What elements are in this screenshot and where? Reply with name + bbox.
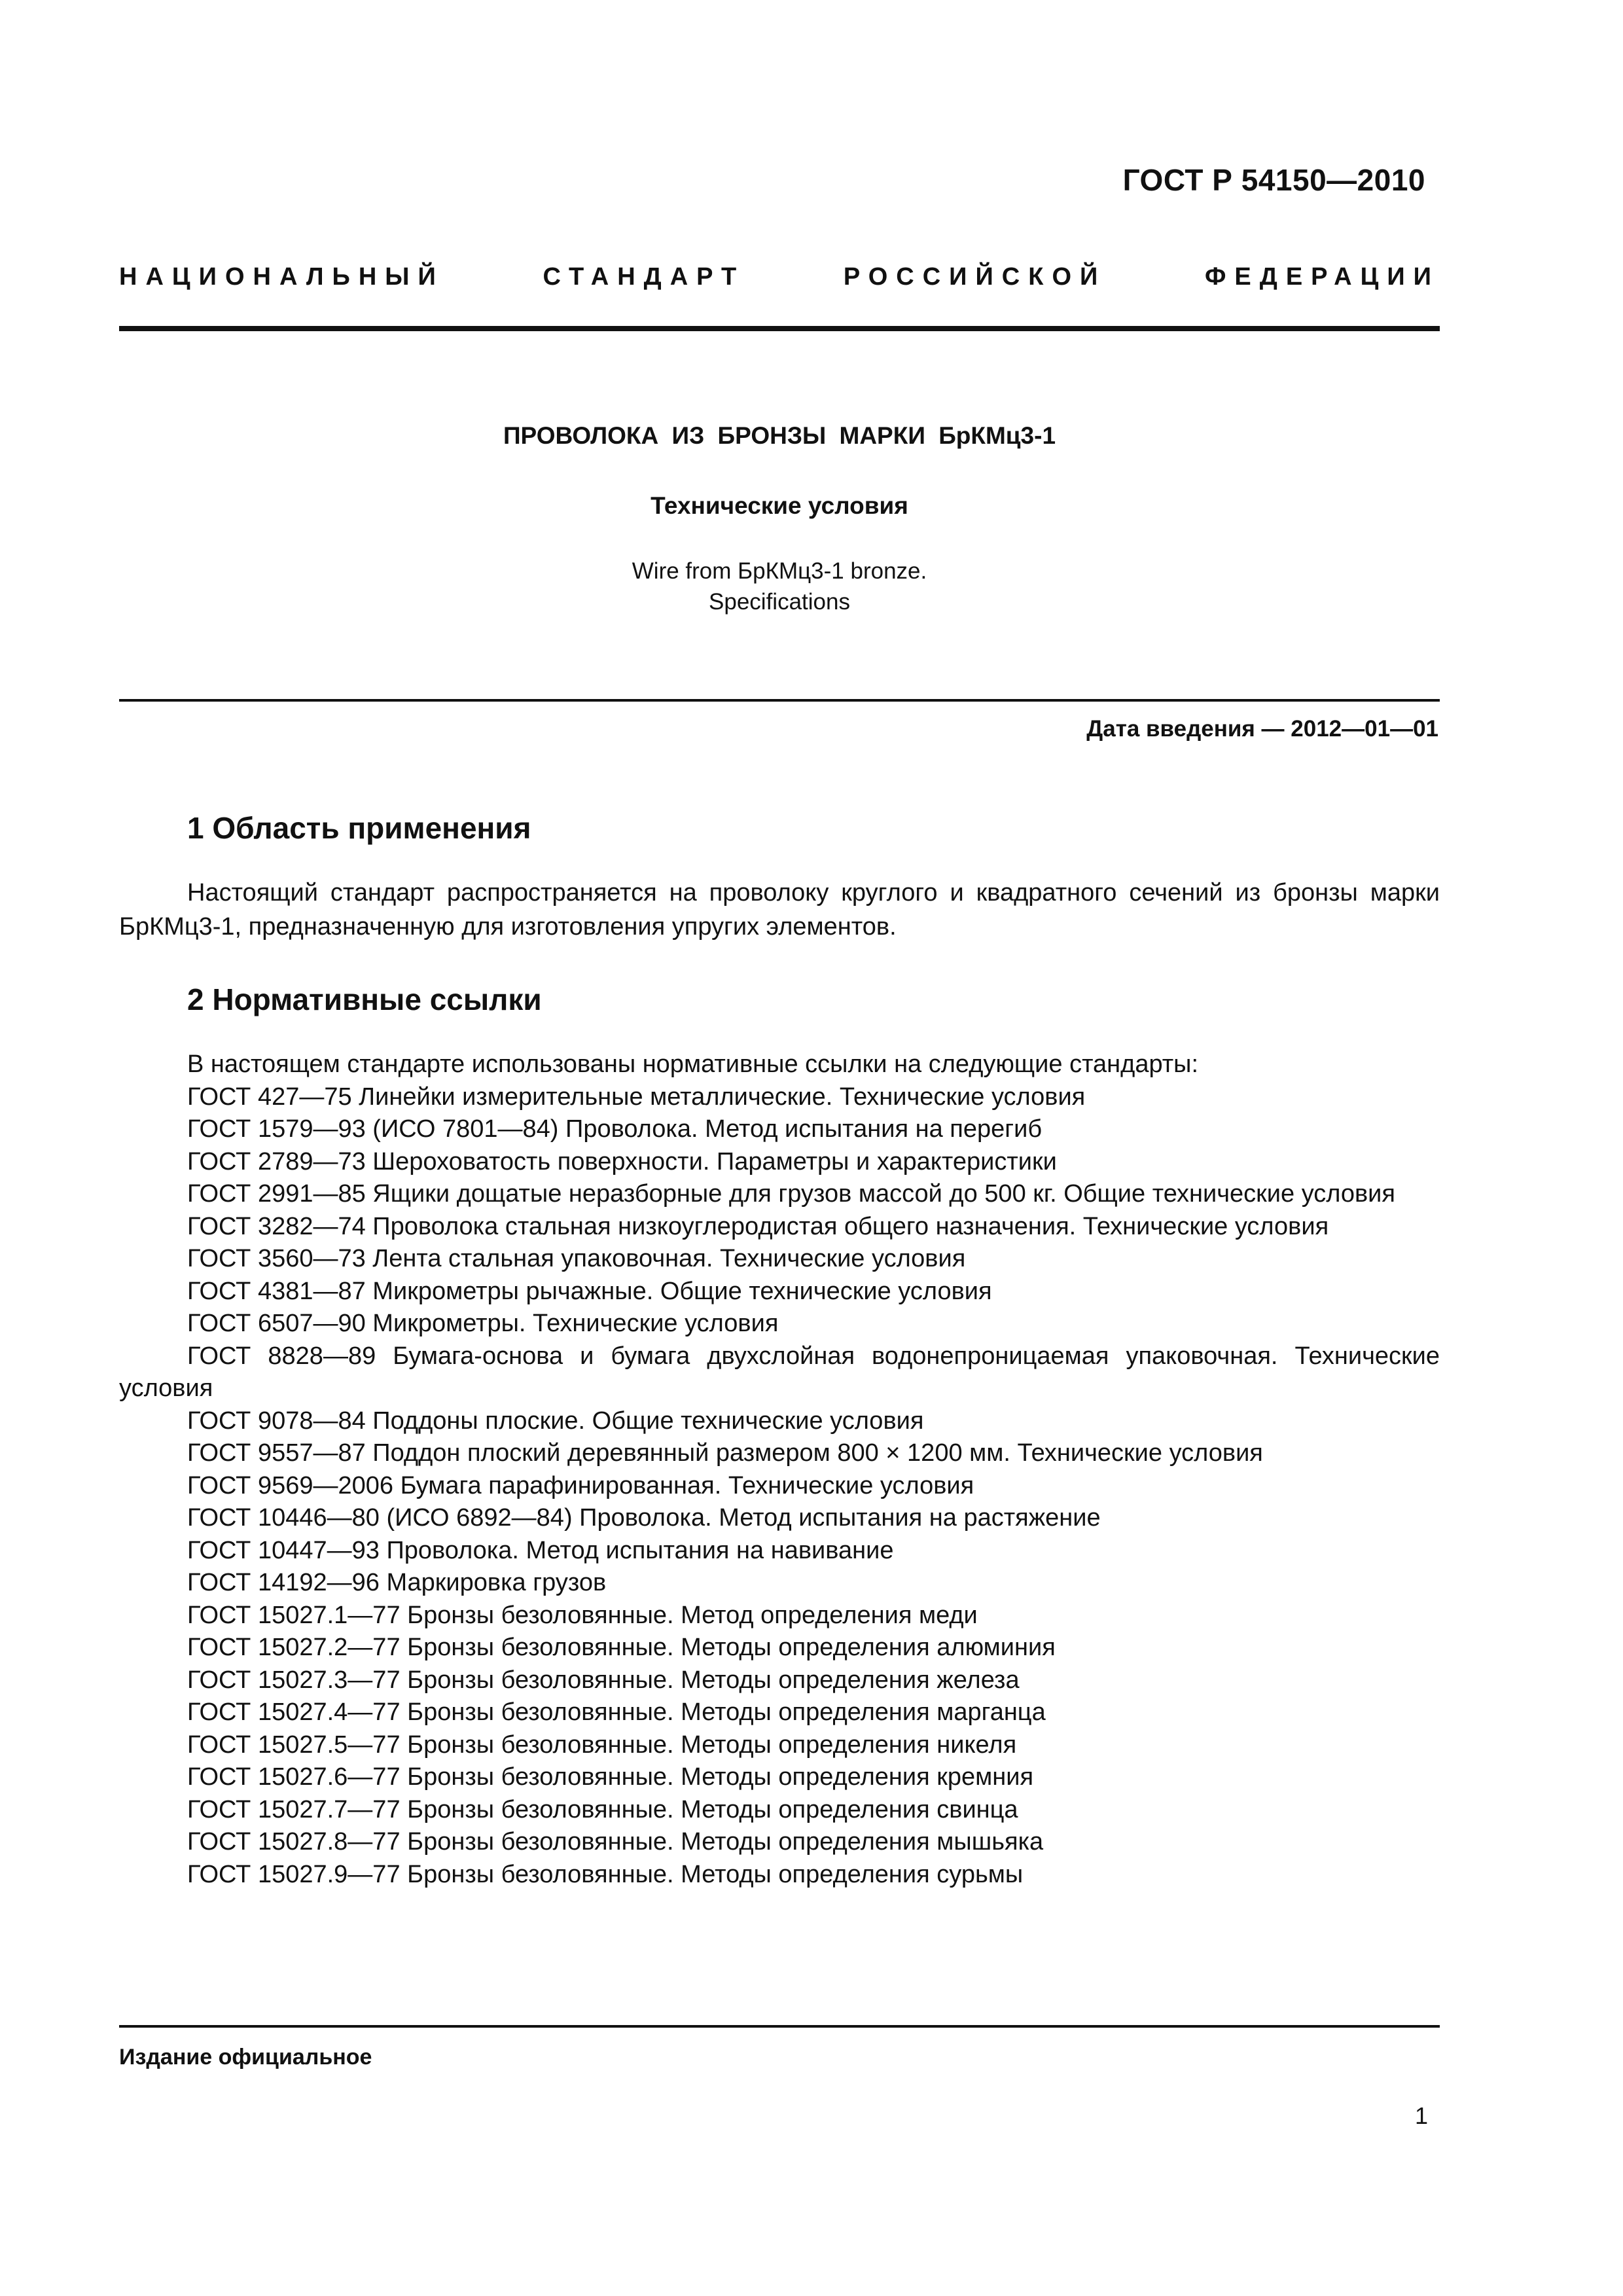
document-subtitle: Технические условия	[651, 492, 908, 519]
official-edition-label: Издание официальное	[119, 2045, 372, 2070]
section-1-body: Настоящий стандарт распространяется на проволоку круглого и квадратного сечений из бронзы марки БрКМц3-1, предназначенную для изготовления упругих элементов.	[119, 879, 1440, 941]
reference-item: ГОСТ 15027.2—77 Бронзы безоловянные. Методы определения алюминия	[187, 1634, 1056, 1661]
section-2-heading: 2 Нормативные ссылки	[187, 982, 542, 1016]
reference-item: ГОСТ 14192—96 Маркировка грузов	[187, 1569, 607, 1596]
english-title-line-1: Wire from БрКМц3-1 bronze.	[632, 558, 927, 584]
banner-word: СТАНДАРТ	[543, 263, 745, 291]
reference-item: ГОСТ 3560—73 Лента стальная упаковочная. Технические условия	[187, 1245, 966, 1272]
banner-word: РОССИЙСКОЙ	[843, 263, 1107, 291]
reference-item: ГОСТ 9569—2006 Бумага парафинированная. Технические условия	[187, 1471, 974, 1499]
reference-item: ГОСТ 15027.1—77 Бронзы безоловянные. Метод определения меди	[187, 1601, 978, 1629]
reference-item: ГОСТ 10447—93 Проволока. Метод испытания на навивание	[187, 1536, 894, 1564]
footer-divider	[119, 2025, 1440, 2028]
reference-item: ГОСТ 4381—87 Микрометры рычажные. Общие технические условия	[187, 1277, 992, 1305]
reference-item: ГОСТ 10446—80 (ИСО 6892—84) Проволока. Метод испытания на растяжение	[187, 1504, 1101, 1532]
reference-item: ГОСТ 427—75 Линейки измерительные металлические. Технические условия	[187, 1083, 1086, 1111]
reference-item: ГОСТ 15027.4—77 Бронзы безоловянные. Методы определения марганца	[187, 1698, 1046, 1726]
reference-item: ГОСТ 15027.6—77 Бронзы безоловянные. Методы определения кремния	[187, 1763, 1034, 1791]
english-title-line-2: Specifications	[709, 589, 850, 615]
reference-item: ГОСТ 15027.5—77 Бронзы безоловянные. Методы определения никеля	[187, 1731, 1017, 1759]
banner-word: ФЕДЕРАЦИИ	[1204, 263, 1440, 291]
header-divider	[119, 326, 1440, 331]
reference-item: ГОСТ 2991—85 Ящики дощатые неразборные для грузов массой до 500 кг. Общие технические условия	[187, 1180, 1395, 1208]
reference-item: ГОСТ 6507—90 Микрометры. Технические условия	[187, 1310, 779, 1337]
reference-item: ГОСТ 15027.8—77 Бронзы безоловянные. Методы определения мышьяка	[187, 1828, 1044, 1856]
document-title: ПРОВОЛОКА ИЗ БРОНЗЫ МАРКИ БрКМц3-1	[503, 422, 1056, 449]
reference-item: ГОСТ 9557—87 Поддон плоский деревянный размером 800 × 1200 мм. Технические условия	[187, 1439, 1263, 1467]
reference-item: ГОСТ 2789—73 Шероховатость поверхности. Параметры и характеристики	[187, 1147, 1057, 1175]
title-divider	[119, 699, 1440, 702]
reference-item: ГОСТ 15027.9—77 Бронзы безоловянные. Методы определения сурьмы	[187, 1860, 1024, 1888]
document-code: ГОСТ Р 54150—2010	[1122, 163, 1425, 197]
reference-item: ГОСТ 15027.7—77 Бронзы безоловянные. Методы определения свинца	[187, 1795, 1018, 1823]
reference-item: ГОСТ 8828—89 Бумага-основа и бумага двухслойная водонепроницаемая упаковочная. Технические условия	[119, 1342, 1440, 1402]
banner-word: НАЦИОНАЛЬНЫЙ	[119, 263, 444, 291]
reference-item: ГОСТ 3282—74 Проволока стальная низкоуглеродистая общего назначения. Технические условия	[187, 1212, 1329, 1240]
section-1-heading: 1 Область применения	[187, 811, 531, 845]
reference-item: ГОСТ 1579—93 (ИСО 7801—84) Проволока. Метод испытания на перегиб	[187, 1115, 1043, 1143]
section-1-text	[119, 876, 1440, 944]
references-lead: В настоящем стандарте использованы нормативные ссылки на следующие стандарты:	[187, 1050, 1199, 1078]
national-standard-banner	[119, 263, 1440, 291]
reference-item: ГОСТ 9078—84 Поддоны плоские. Общие технические условия	[187, 1407, 924, 1435]
reference-item: ГОСТ 15027.3—77 Бронзы безоловянные. Методы определения железа	[187, 1666, 1020, 1694]
page-number: 1	[1414, 2102, 1428, 2129]
normative-references-list	[119, 1049, 1440, 1891]
introduction-date: Дата введения — 2012—01—01	[1086, 716, 1438, 742]
